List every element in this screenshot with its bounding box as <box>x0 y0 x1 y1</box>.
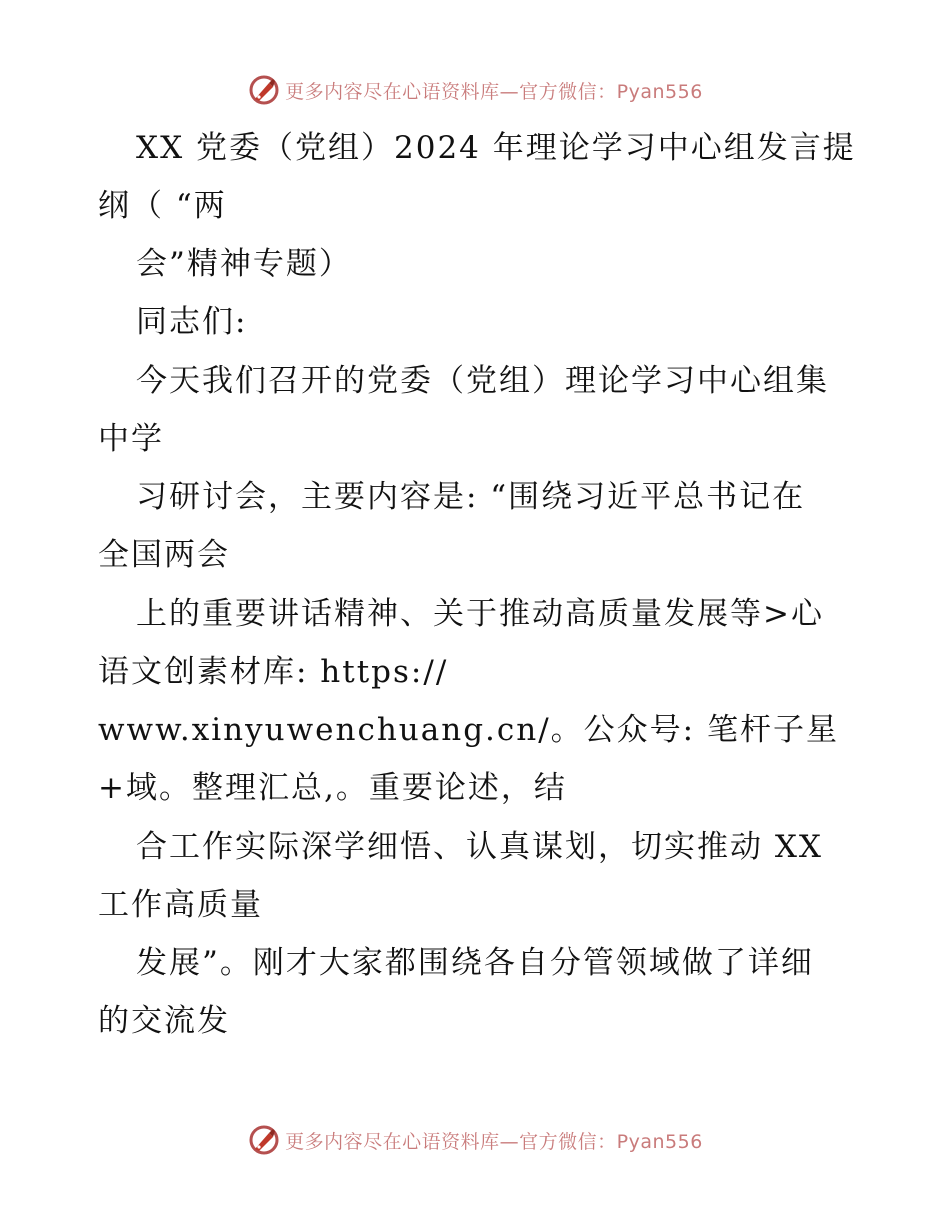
body-line: 合工作实际深学细悟、认真谋划，切实推动 XX <box>136 829 823 865</box>
body-line: 语文创素材库: https:// <box>98 654 449 690</box>
pen-quill-logo-icon <box>247 73 281 107</box>
body-line: 发展”。刚才大家都围绕各自分管领域做了详细 <box>136 945 814 981</box>
body-line: www.xinyuwenchuang.cn/。公众号: 笔杆子星 <box>98 712 839 748</box>
body-line: 的交流发 <box>98 1003 230 1039</box>
body-line: 中学 <box>98 421 164 457</box>
body-line: 上的重要讲话精神、关于推动高质量发展等>心 <box>136 596 824 632</box>
banner-text: 更多内容尽在心语资料库—官方微信：Pyan556 <box>285 1130 703 1153</box>
body-line: 习研讨会，主要内容是: “围绕习近平总书记在 <box>136 479 806 515</box>
body-line: 工作高质量 <box>98 887 263 923</box>
title-line-3: 会”精神专题） <box>136 246 352 282</box>
title-line-1: XX 党委（党组）2024 年理论学习中心组发言提 <box>136 130 856 166</box>
footer-banner <box>0 1120 950 1160</box>
body-line: 今天我们召开的党委（党组）理论学习中心组集 <box>136 363 829 399</box>
body-line: +域。整理汇总,。重要论述，结 <box>98 770 567 806</box>
pen-quill-logo-icon <box>247 1123 281 1157</box>
body-line: 全国两会 <box>98 537 230 573</box>
header-banner <box>0 70 950 110</box>
banner-text: 更多内容尽在心语资料库—官方微信：Pyan556 <box>285 80 703 103</box>
title-line-2: 纲（ “两 <box>98 188 227 224</box>
salutation: 同志们: <box>136 304 248 340</box>
